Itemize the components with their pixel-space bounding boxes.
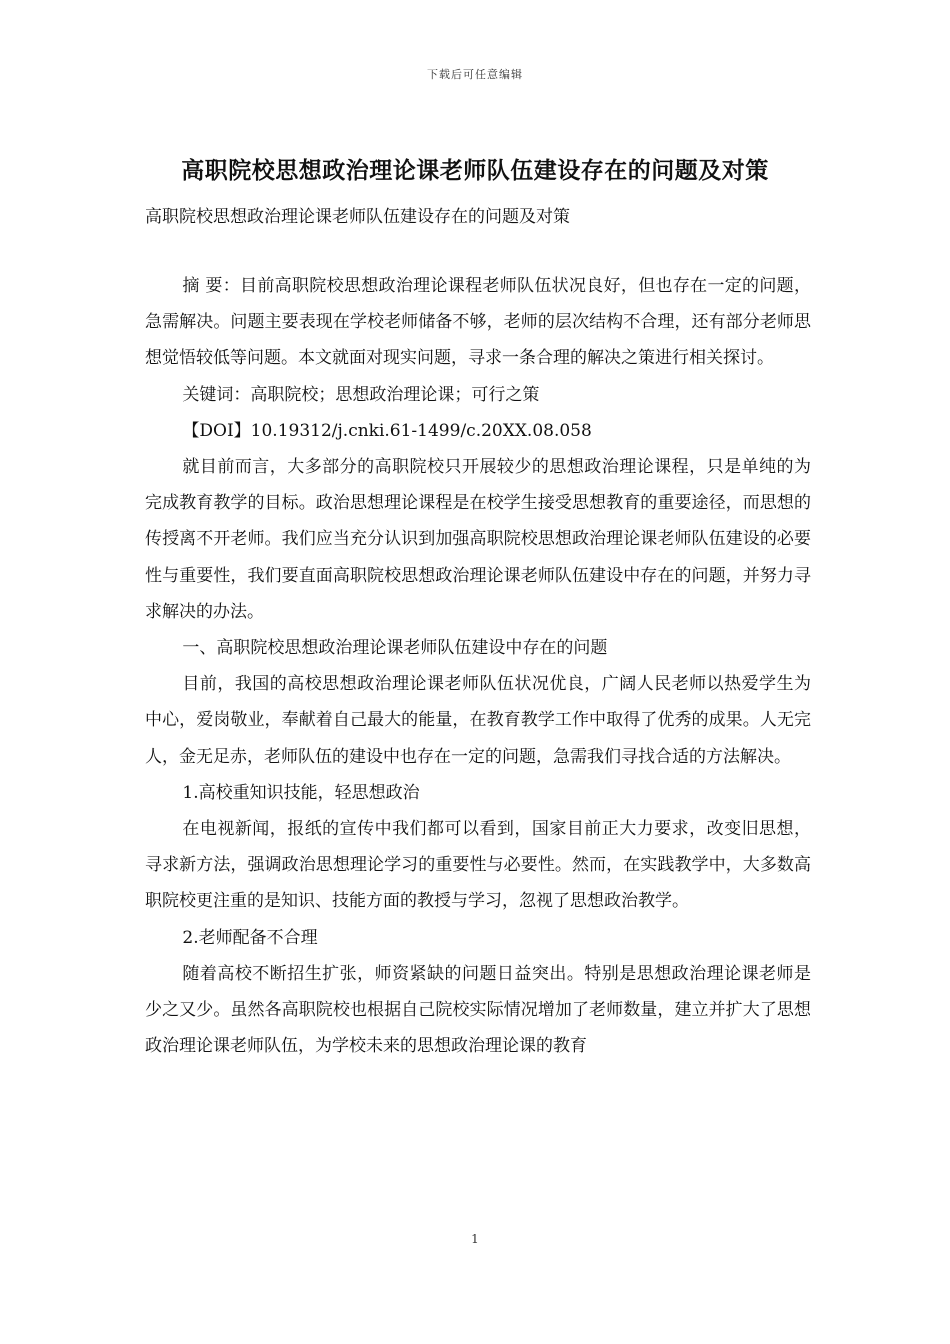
body-paragraph: 目前，我国的高校思想政治理论课老师队伍状况优良，广阔人民老师以热爱学生为中心，爱岗敬业，奉献着自己最大的能量，在教育教学工作中取得了优秀的成果。人无完人，金无足赤，老师队伍的建设中也存在一定的问题，急需我们寻找合适的方法解决。 [145, 674, 811, 767]
body-paragraph: 在电视新闻，报纸的宣传中我们都可以看到，国家目前正大力要求，改变旧思想，寻求新方法，强调政治思想理论学习的重要性与必要性。然而，在实践教学中，大多数高职院校更注重的是知识、技能方面的教授与学习，忽视了思想政治教学。 [145, 819, 811, 912]
header-note: 下载后可任意编辑 [427, 68, 523, 81]
document-title: 高职院校思想政治理论课老师队伍建设存在的问题及对策 [181, 157, 769, 184]
doi-paragraph: 【DOI】10.19312/j.cnki.61-1499/c.20XX.08.058 [182, 420, 592, 441]
abstract-paragraph: 摘 要：目前高职院校思想政治理论课程老师队伍状况良好，但也存在一定的问题，急需解决。问题主要表现在学校老师储备不够，老师的层次结构不合理，还有部分老师思想觉悟较低等问题。本文就面对现实问题，寻求一条合理的解决之策进行相关探讨。 [145, 276, 811, 369]
intro-paragraph: 就目前而言，大多部分的高职院校只开展较少的思想政治理论课程，只是单纯的为完成教育教学的目标。政治思想理论课程是在校学生接受思想教育的重要途径，而思想的传授离不开老师。我们应当充分认识到加强高职院校思想政治理论课老师队伍建设的必要性与重要性，我们要直面高职院校思想政治理论课老师队伍建设中存在的问题，并努力寻求解决的办法。 [145, 457, 811, 622]
subsection-heading-1: 1.高校重知识技能，轻思想政治 [182, 782, 420, 803]
body-paragraph: 随着高校不断招生扩张，师资紧缺的问题日益突出。特别是思想政治理论课老师是少之又少。虽然各高职院校也根据自己院校实际情况增加了老师数量，建立并扩大了思想政治理论课老师队伍，为学校未来的思想政治理论课的教育 [145, 963, 811, 1057]
section-heading-1: 一、高职院校思想政治理论课老师队伍建设中存在的问题 [182, 638, 608, 659]
page-number: 1 [471, 1232, 479, 1246]
document-body [145, 268, 811, 1064]
keywords-paragraph: 关键词：高职院校；思想政治理论课；可行之策 [182, 384, 540, 405]
document-subtitle: 高职院校思想政治理论课老师队伍建设存在的问题及对策 [145, 207, 570, 227]
subsection-heading-2: 2.老师配备不合理 [182, 927, 318, 948]
